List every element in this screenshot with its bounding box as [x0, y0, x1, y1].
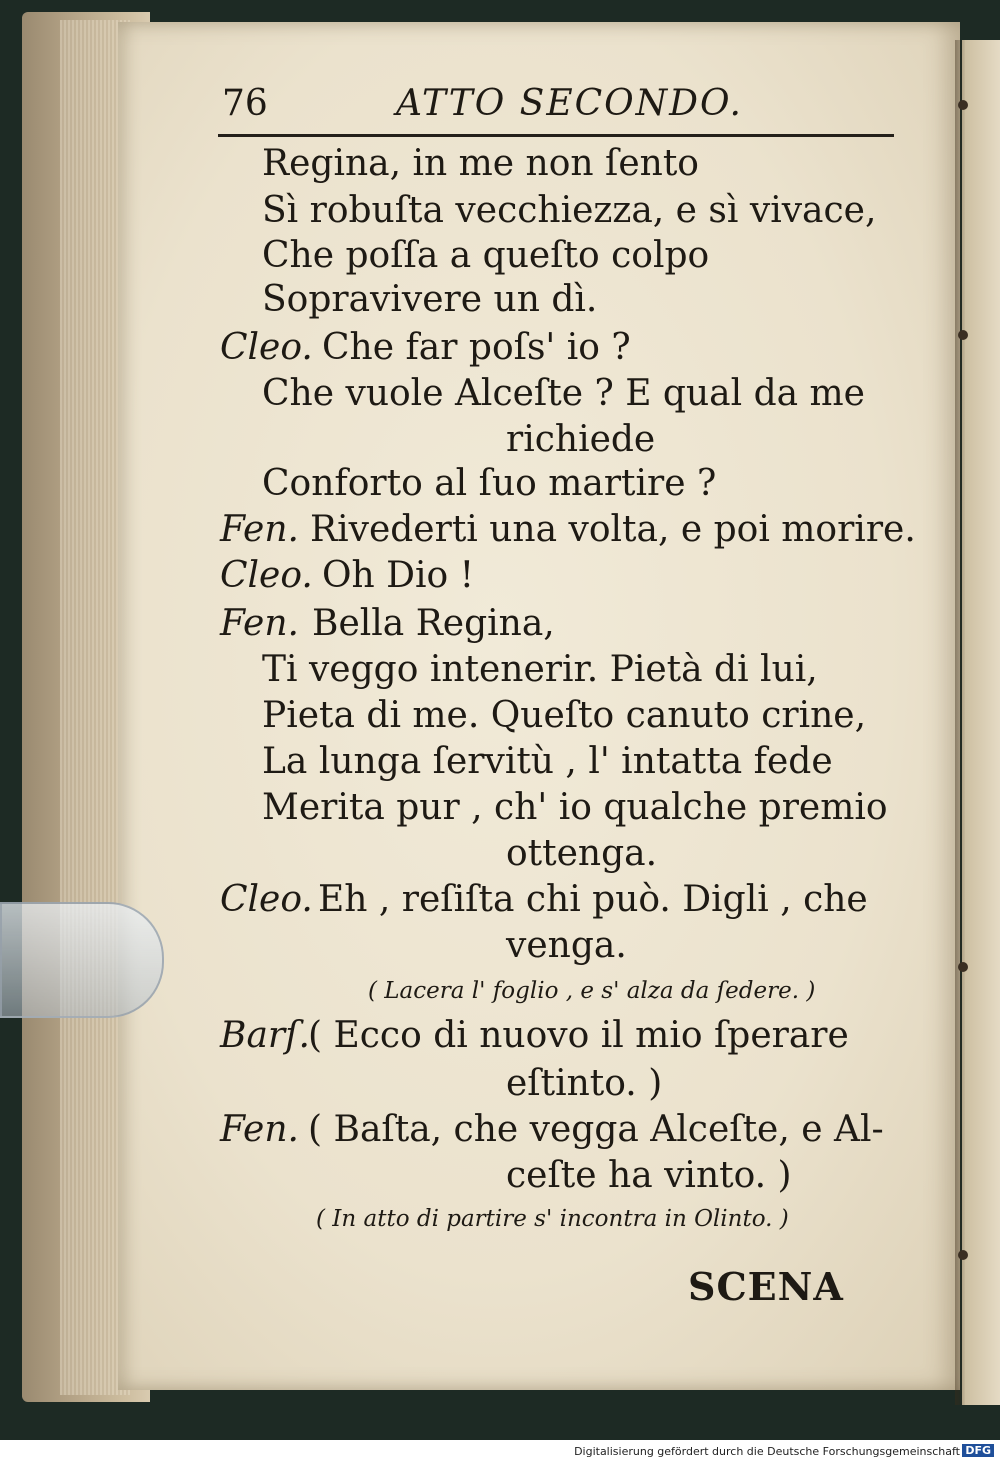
stage-direction: ( Lacera l' foglio , e s' alza da ſedere. ): [368, 978, 816, 1004]
funding-credit: Digitalisierung gefördert durch die Deutsche Forschungsgemeinschaft: [574, 1445, 960, 1458]
verse-line: richiede: [506, 419, 656, 460]
verse-line: Regina, in me non ſento: [262, 143, 699, 184]
verse-line: Pieta di me. Queſto canuto crine,: [262, 695, 867, 736]
page-holder-clip: [0, 902, 164, 1018]
binding-stitch: [958, 100, 968, 110]
verse-line: ( Ecco di nuovo il mio ſperare: [308, 1015, 849, 1056]
header-rule: [218, 134, 894, 137]
right-page-edge: [962, 40, 1000, 1405]
verse-line: Bella Regina,: [312, 603, 555, 644]
stage-direction: ( In atto di partire s' incontra in Olinto. ): [316, 1206, 789, 1232]
speaker-label: Fen.: [220, 509, 299, 550]
verse-line: Conforto al ſuo martire ?: [262, 463, 717, 504]
speaker-label: Barſ.: [220, 1015, 310, 1056]
speaker-label: Fen.: [220, 1109, 299, 1150]
binding-stitch: [958, 1250, 968, 1260]
catchword: SCENA: [688, 1264, 844, 1309]
verse-line: Che poſſa a queſto colpo: [262, 235, 710, 276]
verse-line: Ti veggo intenerir. Pietà di lui,: [262, 649, 818, 690]
verse-line: Oh Dio !: [322, 555, 475, 596]
verse-line: ceſte ha vinto. ): [506, 1155, 792, 1196]
dfg-logo: DFG: [962, 1444, 994, 1457]
binding-stitch: [958, 330, 968, 340]
page-number: 76: [222, 83, 268, 124]
verse-line: eſtinto. ): [506, 1063, 663, 1104]
speaker-label: Cleo.: [220, 555, 313, 596]
verse-line: Che far poſs' io ?: [322, 327, 631, 368]
verse-line: Eh , reſiſta chi può. Digli , che: [318, 879, 868, 920]
verse-line: ottenga.: [506, 833, 658, 874]
gutter-shadow: [955, 40, 965, 1405]
verse-line: La lunga ſervitù , l' intatta fede: [262, 741, 833, 782]
speaker-label: Cleo.: [220, 327, 313, 368]
verse-line: Che vuole Alceſte ? E qual da me: [262, 373, 865, 414]
binding-stitch: [958, 962, 968, 972]
verse-line: Sopravivere un dì.: [262, 279, 598, 320]
verse-line: Merita pur , ch' io qualche premio: [262, 787, 888, 828]
verse-line: Sì robuſta vecchiezza, e sì vivace,: [262, 190, 877, 231]
speaker-label: Cleo.: [220, 879, 313, 920]
verse-line: ( Baſta, che vegga Alceſte, e Al-: [308, 1109, 884, 1150]
running-head: ATTO SECONDO.: [396, 83, 743, 124]
speaker-label: Fen.: [220, 603, 299, 644]
verse-line: Rivederti una volta, e poi morire.: [310, 509, 916, 550]
verse-line: venga.: [506, 925, 627, 966]
